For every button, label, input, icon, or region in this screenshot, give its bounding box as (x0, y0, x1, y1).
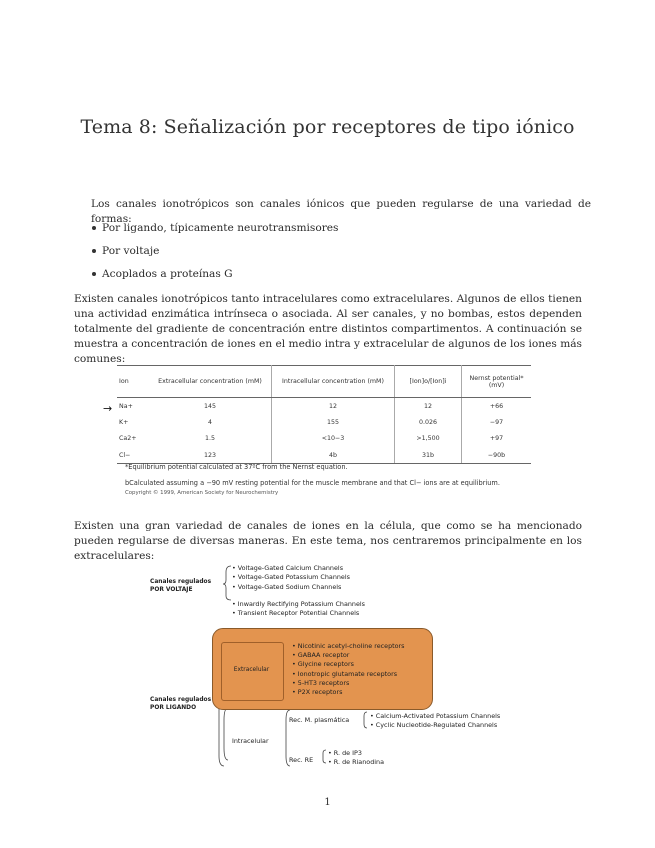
extracelular-label: Extracelular (233, 667, 270, 673)
bullet-text: Por voltaje (102, 245, 160, 257)
table-cell: 0.026 (395, 414, 462, 431)
table-row (117, 398, 531, 415)
list-item: • Glycine receptors (292, 660, 354, 669)
table-cell: Na+ (119, 402, 133, 410)
ligand-label-line: POR LIGANDO (150, 705, 197, 711)
voltage-items (232, 564, 350, 592)
table-header: Intracellular concentration (mM) (272, 366, 395, 398)
rec-re-label: Rec. RE (289, 756, 314, 764)
body-paragraph: Existen una gran variedad de canales de iones en la célula, que como se ha mencionado pueden regularse de diversas maneras. En este tema, nos centraremos principalmente en los extracelulares: (74, 520, 582, 562)
list-item: • Voltage-Gated Calcium Channels (232, 564, 344, 572)
rec-re-bracket (323, 750, 326, 763)
ion-concentration-table (117, 365, 531, 464)
table-cell: <10−3 (272, 431, 395, 448)
table-footnote: *Equilibrium potential calculated at 37ºC from the Nernst equation. (125, 463, 348, 471)
table-cell: −97 (489, 418, 504, 426)
rec-membrana-label: Rec. M. plasmática (289, 716, 350, 724)
table-cell: 12 (395, 398, 462, 415)
bullet-item (92, 245, 159, 257)
table-cell: 4 (149, 414, 272, 431)
table-row (117, 414, 531, 431)
list-item: • Voltage-Gated Potassium Channels (232, 573, 350, 582)
voltage-label-line: POR VOLTAJE (150, 587, 193, 593)
list-item: • Calcium-Activated Potassium Channels (370, 712, 501, 720)
list-item: • R. de IP3 (328, 749, 362, 757)
table-header-row (117, 366, 531, 398)
list-item: • GABAA receptor (292, 651, 350, 660)
table-cell: Cl− (117, 447, 149, 464)
ligand-label (150, 696, 211, 712)
voltage-bracket (223, 566, 231, 600)
rec-membrana-bracket (364, 712, 367, 728)
ligand-label-line: Canales regulados (150, 697, 212, 703)
table-footnote: bCalculated assuming a −90 mV resting potential for the muscle membrane and that Cl− ions are at equilibrium. (125, 479, 500, 487)
table-cell: 1.5 (149, 431, 272, 448)
table-cell: 12 (272, 398, 395, 415)
list-item: • Ionotropic glutamate receptors (292, 669, 398, 678)
list-item: • Voltage-Gated Sodium Channels (232, 582, 342, 591)
body-paragraph: Existen canales ionotrópicos tanto intracelulares como extracelulares. Algunos de ellos tienen una actividad enzimática intrínseca o asociada. Al ser canales, y no bombas, estos dependen totalmente del gradiente de concentración entre distintos compartimentos. A continuación se muestra a concentración de iones en el medio intra y extracelular de algunos de los iones más comunes: (74, 293, 582, 365)
bullet-dot (92, 249, 96, 253)
table-cell: +97 (489, 435, 504, 443)
list-item: • Cyclic Nucleotide-Regulated Channels (370, 721, 498, 730)
bullet-text: Por ligando, típicamente neurotransmisores (102, 222, 339, 234)
intracelular-bracket (224, 708, 228, 760)
other-items (232, 600, 365, 619)
table-cell: Ca2+ (119, 435, 137, 443)
list-item: • Nicotinic acetyl-choline receptors (292, 642, 405, 650)
voltage-label (150, 578, 211, 594)
page-title: Tema 8: Señalización por receptores de tipo iónico (80, 116, 575, 138)
list-item: • 5-HT3 receptors (292, 678, 350, 687)
table-cell: 31b (395, 447, 462, 464)
table-row (117, 447, 531, 464)
list-item: • P2X receptors (292, 688, 343, 697)
list-item: • Transient Receptor Potential Channels (232, 609, 360, 618)
table-cell: 123 (149, 447, 272, 464)
table-header: Extracellular concentration (mM) (149, 366, 272, 398)
extracelular-items (292, 642, 405, 697)
copyright-note: Copyright © 1999, American Society for Neurochemistry (125, 490, 279, 496)
table-header: Ion (117, 366, 149, 398)
voltage-label-line: Canales regulados (150, 579, 212, 585)
intro-paragraph: Los canales ionotrópicos son canales iónicos que pueden regularse de una variedad de formas: (91, 198, 591, 225)
intracelular-label: Intracelular (232, 737, 269, 745)
rec-re-items (328, 749, 384, 768)
table-cell: 145 (149, 398, 272, 415)
list-item: • R. de Rianodina (328, 758, 384, 767)
rec-membrana-items (370, 712, 500, 731)
bullet-item (92, 268, 233, 280)
table-header: [Ion]o/[Ion]i (395, 366, 462, 398)
bullet-item (92, 222, 338, 234)
table-cell: −90b (462, 447, 532, 464)
table-header: Nernst potential* (mV) (462, 366, 532, 398)
bullet-dot (92, 272, 96, 276)
arrow-marker-icon: → (103, 402, 113, 415)
list-item: • Inwardly Rectifying Potassium Channels (232, 600, 366, 608)
table-cell: +66 (489, 402, 504, 410)
table-row (117, 431, 531, 448)
page-number: 1 (324, 797, 331, 808)
table-cell: 155 (272, 414, 395, 431)
table-cell: 4b (272, 447, 395, 464)
bullet-dot (92, 226, 96, 230)
bullet-text: Acoplados a proteínas G (102, 268, 233, 280)
table-cell: >1,500 (395, 431, 462, 448)
table-cell: K+ (119, 418, 129, 426)
